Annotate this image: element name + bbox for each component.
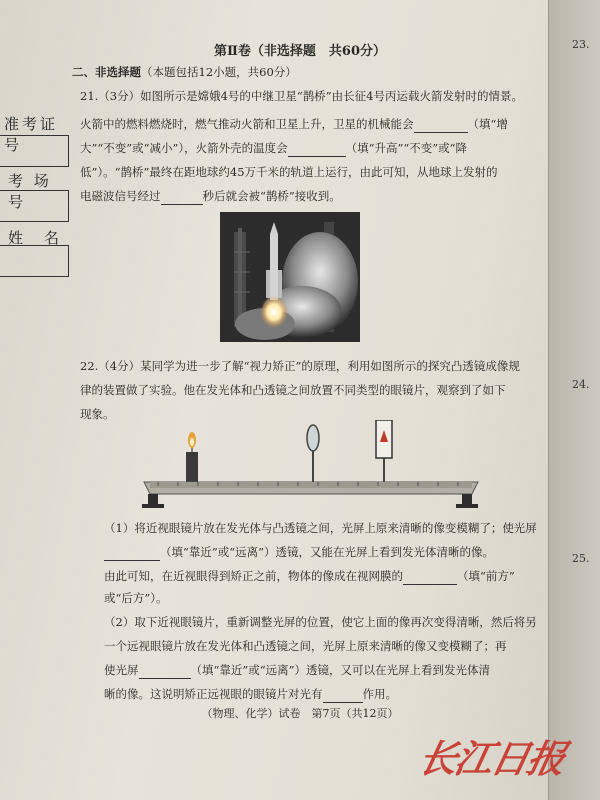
q22-line1: 22.（4分）某同学为进一步了解“视力矫正”的原理，利用如图所示的探究凸透镜成像规 [80, 359, 520, 373]
q22-p1-line2-text: （填“靠近”或“远离”）透镜，又能在光屏上看到发光体清晰的像。 [160, 545, 495, 559]
optical-bench-illustration [138, 420, 483, 510]
section-title: 二、非选择题 [72, 65, 141, 79]
q22-blank-1[interactable] [104, 544, 160, 561]
q22-p1-line3-text-a: 由此可知，在近视眼得到矫正之前，物体的像成在视网膜的 [104, 569, 403, 583]
q21-blank-2[interactable] [288, 140, 346, 157]
q22-blank-2[interactable] [403, 568, 457, 585]
rocket-launch-illustration [220, 212, 360, 342]
q22-p2-line3 [104, 662, 490, 679]
q22-p1-line1: （1）将近视眼镜片放在发光体与凸透镜之间，光屏上原来清晰的像变模糊了；使光屏 [104, 521, 537, 535]
newspaper-watermark-logo [414, 728, 570, 790]
q22-p1-line2 [104, 544, 494, 561]
q21-line2-text-a: 火箭中的燃料燃烧时，燃气推动火箭和卫星上升，卫星的机械能会 [80, 117, 414, 131]
q21-line5 [80, 188, 341, 205]
question-number-24: 24. [572, 378, 590, 391]
question-number-23: 23. [572, 38, 590, 51]
adjacent-page-edge [548, 0, 600, 800]
q22-blank-3[interactable] [139, 662, 191, 679]
q22-p1-line3 [104, 568, 515, 585]
q22-blank-4[interactable] [323, 686, 363, 703]
q21-blank-3[interactable] [161, 188, 203, 205]
q21-line2-text-b: （填“增 [467, 117, 508, 131]
watermark-text: 长江日报 [414, 736, 569, 781]
q22-p2-line4-text-a: 晰的像。这说明矫正远视眼的眼镜片对光有 [104, 687, 323, 701]
question-number-25: 25. [572, 552, 590, 565]
exam-room-box [0, 190, 69, 222]
q22-p1-line4: 或“后方”）。 [104, 591, 168, 605]
page-footer: （物理、化学）试卷 第7页（共12页） [201, 707, 399, 720]
section-title-line [72, 64, 297, 80]
q21-line3-text-a: 大”“不变”或“减小”），火箭外壳的温度会 [80, 141, 288, 155]
q21-line5-text-a: 电磁波信号经过 [80, 189, 161, 203]
rocket-launch-photo [220, 212, 360, 342]
q22-p2-line3-text-a: 使光屏 [104, 663, 139, 677]
candidate-info-strip [0, 105, 70, 285]
q22-p2-line4 [104, 686, 397, 703]
section-note: （本题包括12小题，共60分） [141, 65, 297, 79]
q21-line3 [80, 140, 467, 157]
q21-line1: 21.（3分）如图所示是嫦娥4号的中继卫星“鹊桥”由长征4号丙运载火箭发射时的情景。 [80, 89, 523, 103]
exam-id-box [0, 135, 69, 167]
q21-line5-text-b: 秒后就会被“鹊桥”接收到。 [202, 189, 341, 203]
q21-blank-1[interactable] [414, 116, 468, 133]
label-exam-room: 考 场 号 [8, 172, 52, 211]
q22-p2-line3-text-b: （填“靠近”或“远离”）透镜，又可以在光屏上看到发光体清 [190, 663, 491, 677]
section-header: 第Ⅱ卷（非选择题 共60分） [213, 44, 387, 59]
name-box [0, 245, 69, 277]
convex-lens-icon [307, 425, 319, 451]
optical-bench-apparatus [138, 420, 483, 510]
q22-p2-line4-text-b: 作用。 [362, 687, 397, 701]
label-name: 姓 名 [8, 229, 63, 247]
q22-line3: 现象。 [80, 407, 115, 421]
q21-line4: 低”）。“鹊桥”最终在距地球约45万千米的轨道上运行，由此可知，从地球上发射的 [80, 165, 498, 179]
q21-line2 [80, 116, 508, 133]
label-exam-id: 准考证号 [4, 115, 59, 154]
q22-p2-line2: 一个远视眼镜片放在发光体和凸透镜之间，光屏上原来清晰的像又变模糊了；再 [104, 639, 507, 653]
q22-p2-line1: （2）取下近视眼镜片，重新调整光屏的位置，使它上面的像再次变得清晰，然后将另 [104, 615, 537, 629]
q22-p1-line3-text-b: （填“前方” [457, 569, 515, 583]
q22-line2: 律的装置做了实验。他在发光体和凸透镜之间放置不同类型的眼镜片，观察到了如下 [80, 383, 506, 397]
q21-line3-text-b: （填“升高”“不变”或“降 [345, 141, 468, 155]
